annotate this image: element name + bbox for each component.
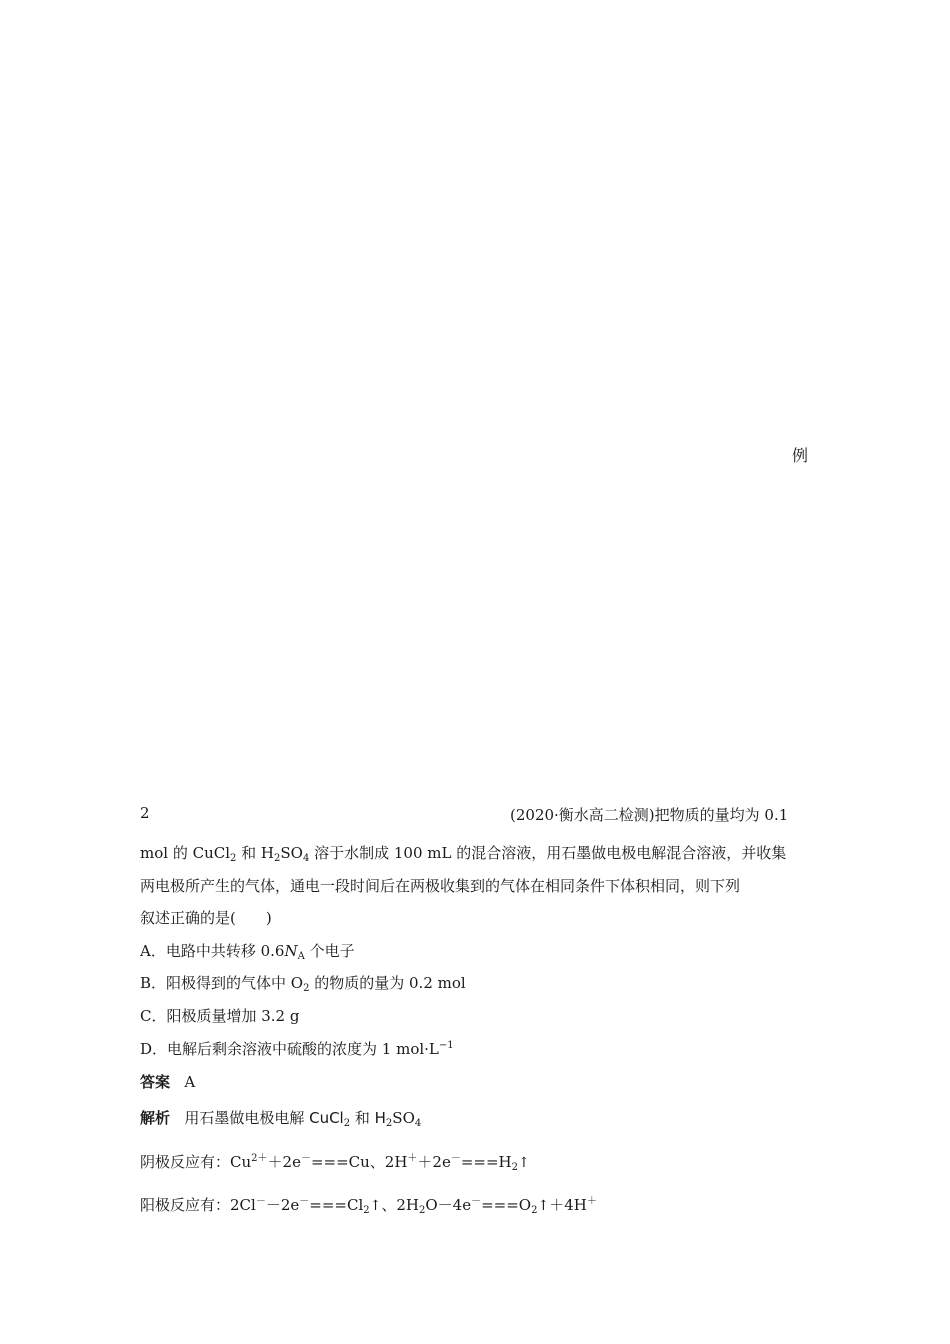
question-line-4: 叙述正确的是( ) (140, 909, 272, 927)
question-line-3: 两电极所产生的气体，通电一段时间后在两极收集到的气体在相同条件下体积相同，则下列 (140, 877, 741, 895)
answer-line (140, 1071, 195, 1093)
gas-up-arrow-icon: ↑ (518, 1155, 530, 1171)
option-c: C．阳极质量增加 3.2 g (140, 1007, 300, 1025)
cathode-label: 阴极反应有： (140, 1153, 231, 1171)
question-first-line (510, 804, 788, 825)
analysis-label: 解析 (140, 1109, 171, 1127)
question-number: 2 (140, 804, 150, 822)
anode-reaction: 阳极反应有：$2Cl^--2e^-===Cl_2↑$、$2H_2O-4e^-===O_2↑+4H^+$ (140, 1196, 597, 1216)
analysis-line: 解析 用石墨做电极电解 CuCl$_2$ 和 $H_2SO_4$ (140, 1109, 422, 1129)
question-source: (2020·衡水高二检测) (510, 806, 655, 824)
answer-value: A (184, 1073, 196, 1091)
option-d: D．电解后剩余溶液中硫酸的浓度为 1 $mol\cdot L^{-1}$ (140, 1040, 454, 1058)
cathode-reaction: 阴极反应有：$Cu^{2+}+2e^-===Cu$、$2H^++2e^-===H_2↑$ (140, 1153, 530, 1173)
option-a: A．电路中共转移 $0.6N_A$ 个电子 (140, 942, 355, 962)
anode-label: 阳极反应有： (140, 1196, 231, 1214)
example-label: 例 (792, 446, 809, 465)
gas-up-arrow-icon: ↑ (369, 1198, 382, 1214)
gas-up-arrow-icon: ↑ (537, 1198, 550, 1214)
question-line-2: mol 的 CuCl$_2$ 和 $H_2SO_4$ 溶于水制成 100 mL 的混合溶液，用石墨做电极电解混合溶液，并收集 (140, 844, 787, 864)
answer-label: 答案 (140, 1073, 171, 1091)
question-intro: 把物质的量均为 0.1 (654, 806, 789, 824)
option-b: B．阳极得到的气体中 $O_2$ 的物质的量为 0.2 mol (140, 974, 466, 994)
